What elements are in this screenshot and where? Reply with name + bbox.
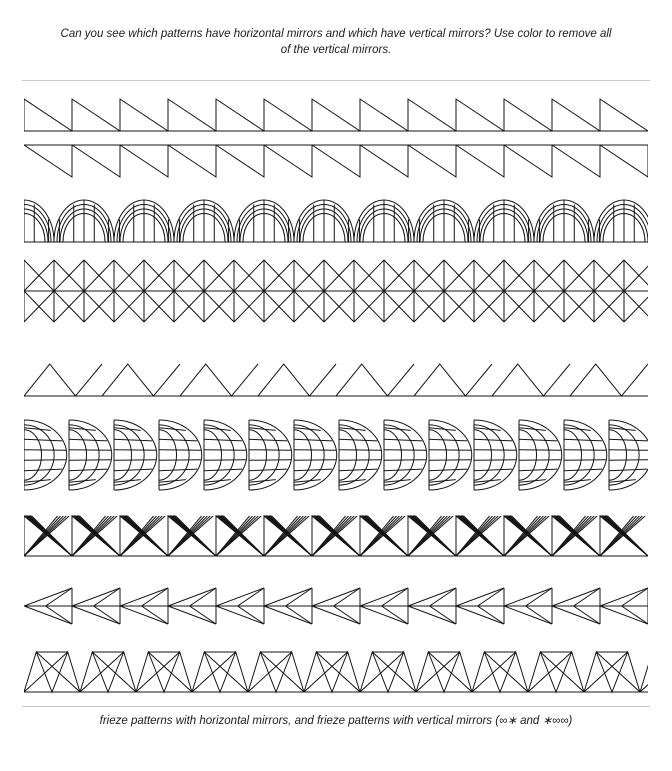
figure-caption: frieze patterns with horizontal mirrors, and frieze patterns with vertical mirrors (∞∗ and ∗∞∞) xyxy=(99,715,573,727)
frieze-arrow-chevron-row-art xyxy=(24,584,648,628)
frieze-half-fan-row xyxy=(24,418,648,492)
instruction-text: Can you see which patterns have horizontal mirrors and which have vertical mirrors? Use color to remove all of the vertical mirrors. xyxy=(60,28,612,56)
frieze-sawtooth-row-inverted xyxy=(24,143,648,179)
frieze-crossed-zigzag-row-art xyxy=(24,650,648,694)
frieze-double-zigzag-row-art xyxy=(24,258,648,324)
frieze-sawtooth-row-inverted-art xyxy=(24,143,648,179)
frieze-half-fan-row-art xyxy=(24,418,648,492)
frieze-crossed-zigzag-row xyxy=(24,650,648,694)
frieze-double-zigzag-row xyxy=(24,258,648,324)
frieze-flat-zigzag-row xyxy=(24,362,648,398)
frieze-fan-arches-row xyxy=(24,196,648,244)
frieze-spiky-fan-zigzag-row xyxy=(24,514,648,558)
frieze-fan-arches-row-art xyxy=(24,196,648,244)
frieze-sawtooth-row-art xyxy=(24,97,648,133)
frieze-flat-zigzag-row-art xyxy=(24,362,648,398)
frieze-spiky-fan-zigzag-row-art xyxy=(24,514,648,558)
divider-top xyxy=(22,80,650,81)
frieze-sawtooth-row xyxy=(24,97,648,133)
frieze-arrow-chevron-row xyxy=(24,584,648,628)
divider-bottom xyxy=(22,706,650,707)
